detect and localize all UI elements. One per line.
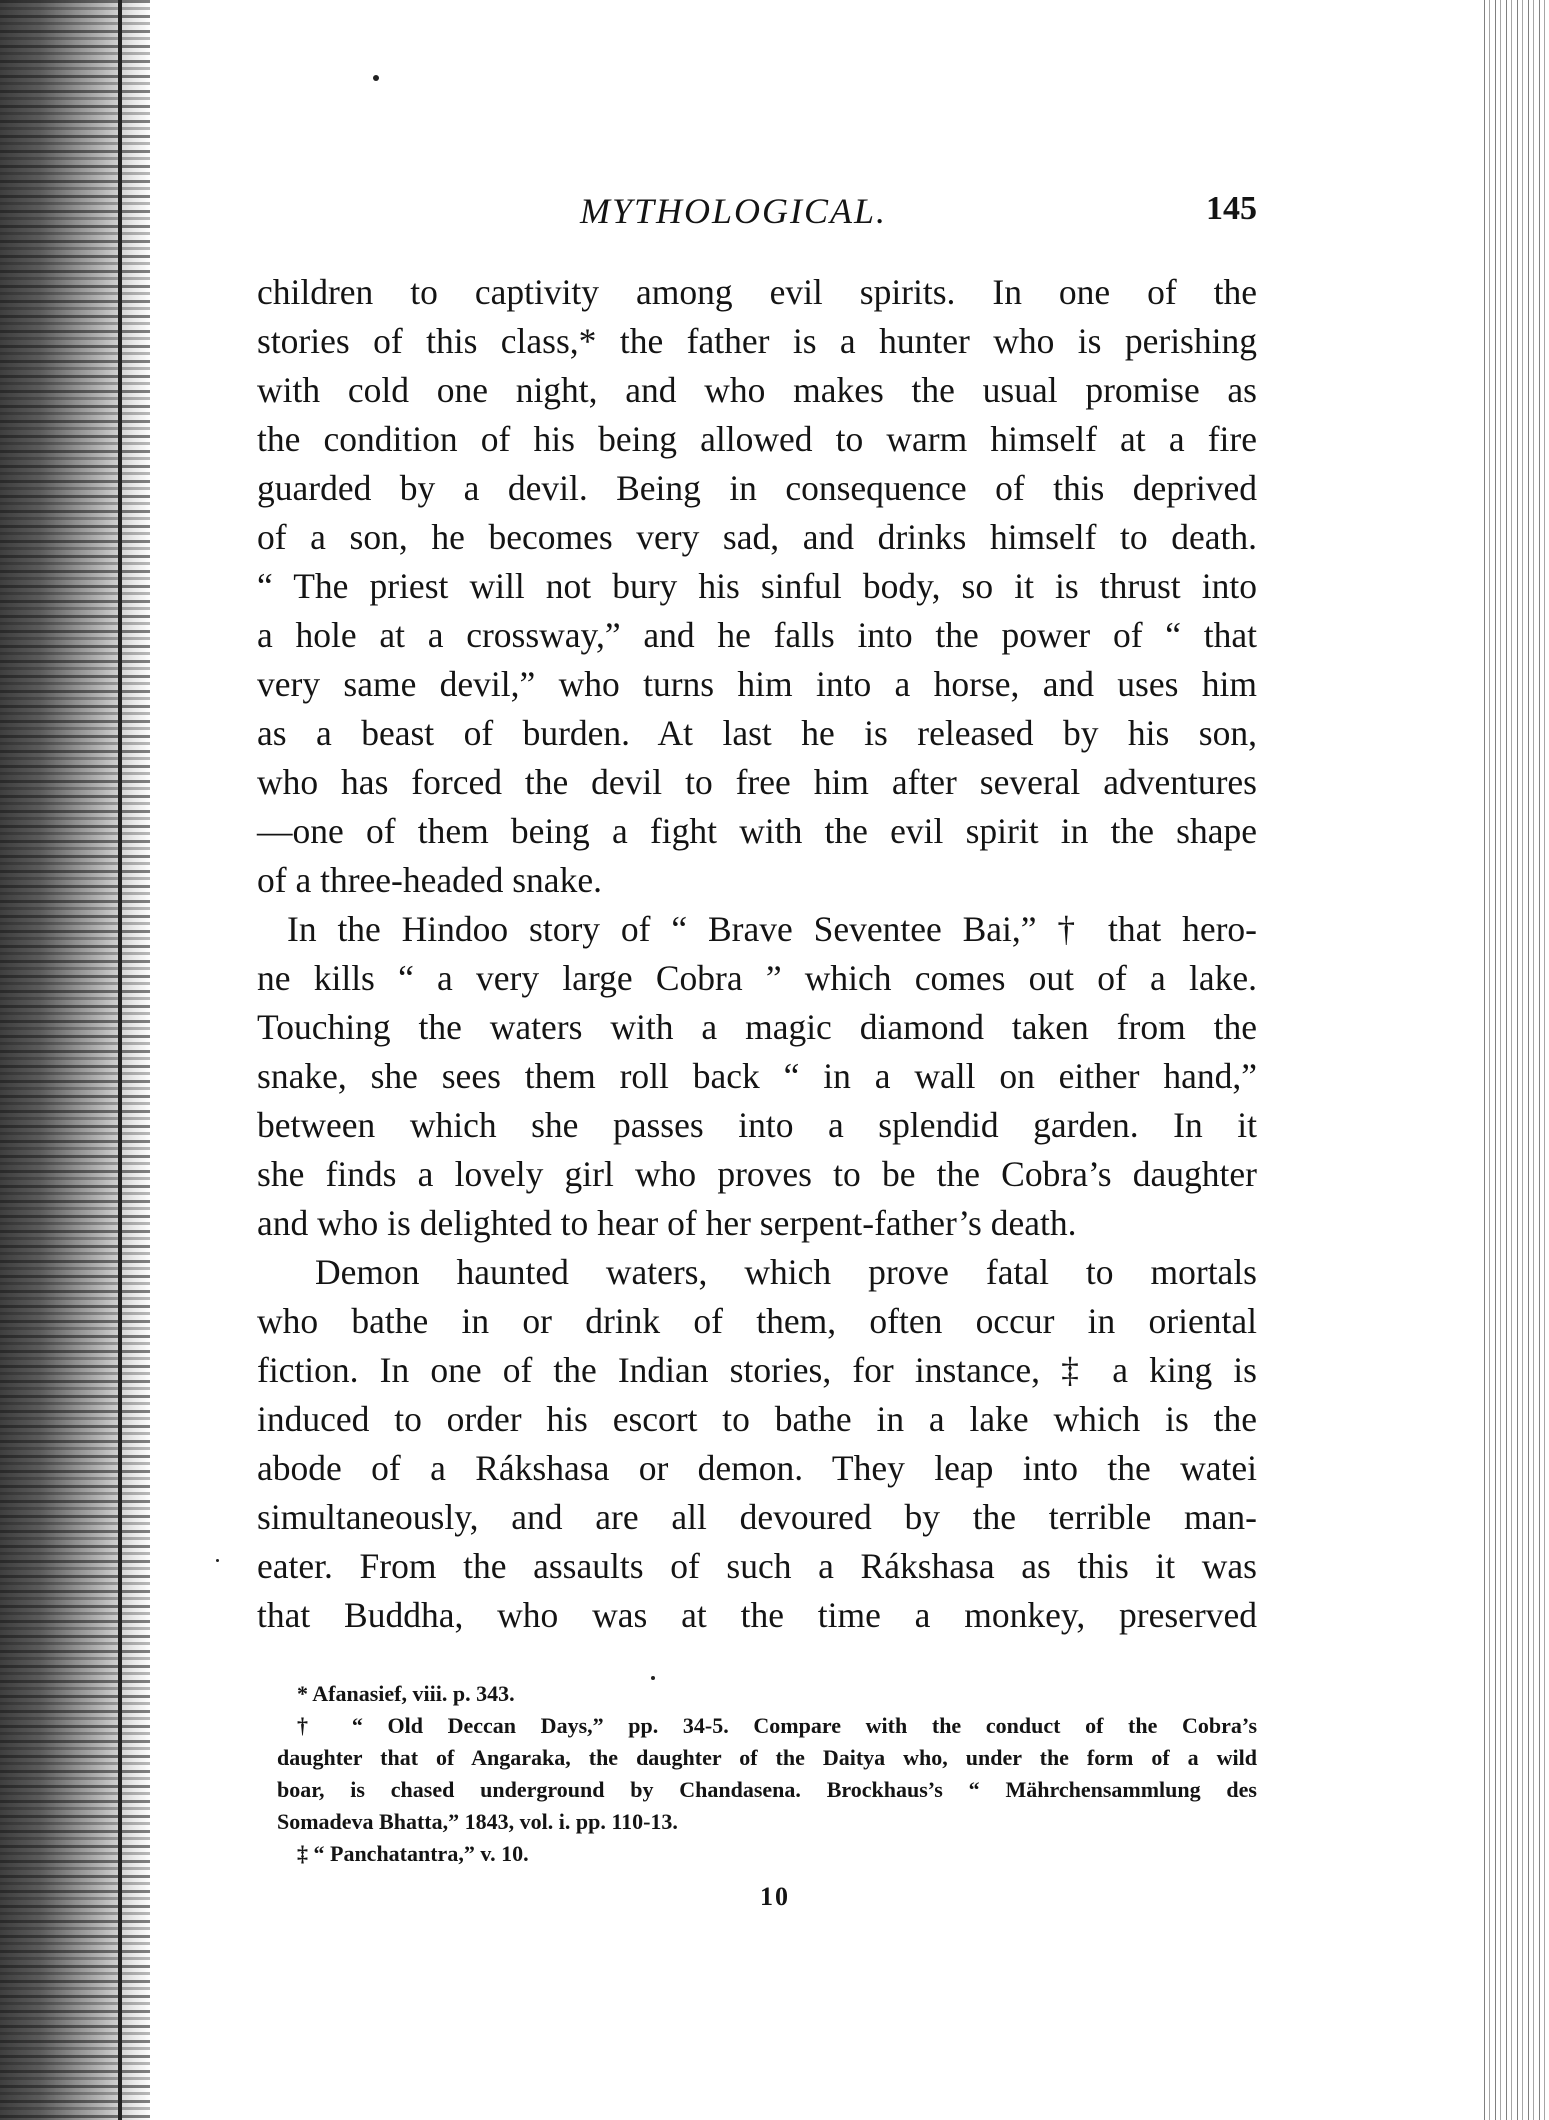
signature-mark: 10 [760, 1882, 790, 1911]
text-line: very same devil,” who turns him into a horse, and uses him [257, 664, 1257, 704]
text-line: —one of them being a fight with the evil spirit in the shape [257, 811, 1257, 851]
text-line: with cold one night, and who makes the usual promise as [257, 370, 1257, 410]
ink-speck [373, 75, 379, 81]
text-line: In the Hindoo story of “ Brave Seventee Bai,” † that hero- [287, 909, 1257, 949]
text-line: stories of this class,* the father is a hunter who is perishing [257, 321, 1257, 361]
footnote-line: Somadeva Bhatta,” 1843, vol. i. pp. 110-13. [277, 1809, 678, 1834]
footnote: ‡ “ Panchatantra,” v. 10. [297, 1841, 529, 1866]
paragraph [257, 268, 1257, 905]
book-gutter-line [118, 0, 122, 2120]
body-text [257, 268, 1257, 1640]
text-line: as a beast of burden. At last he is released by his son, [257, 713, 1257, 753]
paragraph [257, 1248, 1257, 1640]
text-line: who bathe in or drink of them, often occur in oriental [257, 1301, 1257, 1341]
text-line: guarded by a devil. Being in consequence of this deprived [257, 468, 1257, 508]
text-line: children to captivity among evil spirits. In one of the [257, 272, 1257, 312]
text-line: ne kills “ a very large Cobra ” which comes out of a lake. [257, 958, 1257, 998]
footnote-line: † “ Old Deccan Days,” pp. 34-5. Compare with the conduct of the Cobra’s [297, 1713, 1257, 1738]
footnotes [277, 1678, 1257, 1870]
text-line: of a three-headed snake. [257, 860, 602, 900]
page-header [257, 190, 1257, 240]
footnote-line: daughter that of Angaraka, the daughter of the Daitya who, under the form of a wild [277, 1745, 1257, 1770]
text-line: Demon haunted waters, which prove fatal to mortals [315, 1252, 1257, 1292]
paragraph [257, 905, 1257, 1248]
footnote: * Afanasief, viii. p. 343. [297, 1681, 515, 1706]
text-line: between which she passes into a splendid garden. In it [257, 1105, 1257, 1145]
text-line: that Buddha, who was at the time a monkey, preserved [257, 1595, 1257, 1635]
text-line: a hole at a crossway,” and he falls into the power of “ that [257, 615, 1257, 655]
text-line: who has forced the devil to free him after several adventures [257, 762, 1257, 802]
text-line: abode of a Rákshasa or demon. They leap into the watei [257, 1448, 1257, 1488]
page-edges [1479, 0, 1549, 2120]
text-line: of a son, he becomes very sad, and drinks himself to death. [257, 517, 1257, 557]
text-line: eater. From the assaults of such a Rákshasa as this it was [257, 1546, 1257, 1586]
text-line: simultaneously, and are all devoured by the terrible man- [257, 1497, 1257, 1537]
book-binding-shadow [0, 0, 150, 2120]
text-line: the condition of his being allowed to warm himself at a fire [257, 419, 1257, 459]
text-line: induced to order his escort to bathe in a lake which is the [257, 1399, 1257, 1439]
text-line: snake, she sees them roll back “ in a wall on either hand,” [257, 1056, 1257, 1096]
running-title: MYTHOLOGICAL. [580, 191, 888, 231]
text-line: and who is delighted to hear of her serpent-father’s death. [257, 1203, 1077, 1243]
ink-speck [216, 1559, 219, 1562]
text-line: she finds a lovely girl who proves to be the Cobra’s daughter [257, 1154, 1257, 1194]
footnote-line: boar, is chased underground by Chandasena. Brockhaus’s “ Mährchensammlung des [277, 1777, 1257, 1802]
page-number: 145 [1206, 190, 1257, 227]
text-line: fiction. In one of the Indian stories, for instance, ‡ a king is [257, 1350, 1257, 1390]
text-line: Touching the waters with a magic diamond taken from the [257, 1007, 1257, 1047]
footnote [277, 1710, 1257, 1838]
text-line: “ The priest will not bury his sinful body, so it is thrust into [257, 566, 1257, 606]
